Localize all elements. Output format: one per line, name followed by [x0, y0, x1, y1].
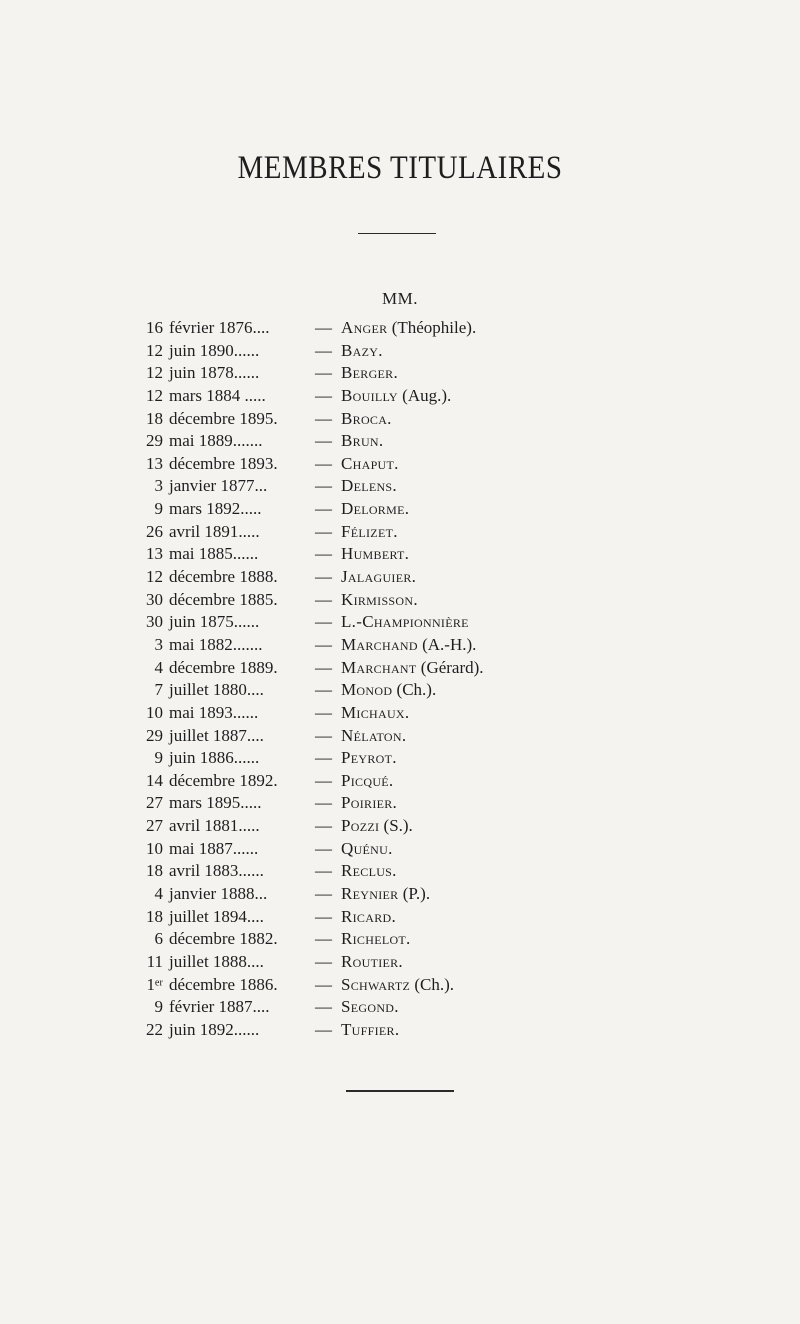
admission-day: 10	[146, 702, 163, 722]
member-row	[0, 792, 800, 815]
admission-day: 18	[146, 408, 163, 428]
member-name	[341, 1019, 399, 1042]
members-subheading: MM.	[382, 289, 418, 308]
separator-dash: —	[315, 770, 332, 790]
member-surname: Michaux.	[341, 702, 410, 722]
admission-date: décembre 1889.	[169, 657, 278, 677]
admission-day: 3	[154, 476, 163, 496]
separator-dash: —	[315, 906, 332, 926]
member-name	[341, 589, 418, 612]
member-row	[0, 611, 800, 634]
member-row	[0, 928, 800, 951]
separator-dash: —	[315, 702, 332, 722]
separator-dash: —	[315, 748, 332, 768]
member-row	[0, 702, 800, 725]
separator-dash: —	[315, 884, 332, 904]
member-name	[341, 385, 451, 408]
separator-dash: —	[315, 318, 332, 337]
member-name	[341, 996, 399, 1019]
admission-date: mai 1885......	[169, 544, 259, 564]
admission-date: juillet 1880....	[169, 680, 264, 700]
separator-dash: —	[315, 567, 332, 587]
member-row	[0, 679, 800, 702]
member-name	[341, 906, 396, 929]
member-surname: Marchand	[341, 634, 418, 654]
separator-dash: —	[315, 340, 332, 360]
member-row	[0, 430, 800, 453]
admission-date: juillet 1887....	[169, 725, 264, 745]
member-name	[341, 634, 476, 657]
admission-day: 22	[146, 1019, 163, 1039]
separator-dash: —	[315, 589, 332, 609]
member-surname: Segond.	[341, 997, 399, 1017]
member-name	[341, 498, 409, 521]
separator-dash: —	[315, 453, 332, 473]
member-initials: (Gérard).	[416, 657, 484, 677]
member-surname: Richelot.	[341, 929, 411, 949]
admission-date: juin 1890......	[169, 340, 260, 360]
admission-day: 13	[146, 453, 163, 473]
admission-date: mai 1887......	[169, 838, 259, 858]
member-name	[341, 475, 397, 498]
separator-dash: —	[315, 612, 332, 632]
member-name	[341, 792, 397, 815]
member-list	[0, 317, 800, 1042]
member-surname: Routier.	[341, 951, 403, 971]
admission-day: 10	[146, 838, 163, 858]
member-surname: Brun.	[341, 431, 384, 451]
admission-day: 30	[146, 612, 163, 632]
member-name	[341, 611, 469, 634]
member-initials: (A.-H.).	[417, 634, 477, 654]
admission-date: décembre 1892.	[169, 770, 278, 790]
member-surname: Broca.	[341, 408, 392, 428]
member-initials: (Théophile).	[387, 318, 477, 337]
separator-dash: —	[315, 408, 332, 428]
member-row	[0, 815, 800, 838]
admission-date: juillet 1888....	[169, 951, 264, 971]
admission-day: 29	[146, 725, 163, 745]
admission-date: décembre 1886.	[169, 974, 278, 994]
admission-day: 7	[154, 680, 163, 700]
member-surname: Kirmisson.	[341, 589, 418, 609]
member-surname: Pozzi	[341, 816, 380, 836]
member-row	[0, 385, 800, 408]
admission-date: juin 1886......	[169, 748, 260, 768]
admission-date: juillet 1894....	[169, 906, 264, 926]
member-surname: Delens.	[341, 476, 397, 496]
member-surname: Chaput.	[341, 453, 399, 473]
separator-dash: —	[315, 657, 332, 677]
member-surname: Nélaton.	[341, 725, 407, 745]
member-surname: Tuffier.	[341, 1019, 400, 1039]
member-initials: (Aug.).	[397, 385, 452, 405]
separator-dash: —	[315, 838, 332, 858]
member-row	[0, 475, 800, 498]
admission-date: décembre 1888.	[169, 567, 278, 587]
separator-dash: —	[315, 997, 332, 1017]
member-row	[0, 657, 800, 680]
separator-dash: —	[315, 499, 332, 519]
admission-date: juin 1878......	[169, 363, 260, 383]
admission-day: 1ᵉʳ	[146, 974, 163, 994]
member-row	[0, 317, 800, 340]
admission-date: mai 1889.......	[169, 431, 263, 451]
member-name	[341, 838, 393, 861]
member-surname: Bazy.	[341, 340, 383, 360]
admission-day: 14	[146, 770, 163, 790]
admission-day: 13	[146, 544, 163, 564]
member-row	[0, 883, 800, 906]
member-name	[341, 362, 398, 385]
separator-dash: —	[315, 363, 332, 383]
admission-day: 29	[146, 431, 163, 451]
member-surname: Schwartz	[341, 974, 411, 994]
member-name	[341, 430, 383, 453]
member-row	[0, 362, 800, 385]
admission-date: avril 1883......	[169, 861, 264, 881]
member-name	[341, 340, 383, 363]
bottom-divider	[346, 1090, 454, 1092]
admission-date: décembre 1885.	[169, 589, 278, 609]
member-surname: Berger.	[341, 363, 399, 383]
admission-date: avril 1891.....	[169, 521, 260, 541]
admission-date: décembre 1882.	[169, 929, 278, 949]
admission-date: février 1887....	[169, 997, 270, 1017]
member-row	[0, 860, 800, 883]
title-divider	[358, 233, 436, 234]
member-name	[341, 679, 436, 702]
member-name	[341, 951, 403, 974]
member-name	[341, 815, 413, 838]
admission-day: 4	[154, 884, 163, 904]
admission-date: décembre 1893.	[169, 453, 278, 473]
member-initials: (S.).	[379, 816, 413, 836]
separator-dash: —	[315, 544, 332, 564]
member-surname: Jalaguier.	[341, 567, 417, 587]
member-surname: L.-Championnière	[341, 612, 469, 632]
separator-dash: —	[315, 521, 332, 541]
member-name	[341, 702, 409, 725]
admission-day: 26	[146, 521, 163, 541]
member-row	[0, 521, 800, 544]
admission-day: 9	[154, 997, 163, 1017]
member-row	[0, 589, 800, 612]
separator-dash: —	[315, 476, 332, 496]
admission-day: 9	[154, 748, 163, 768]
member-row	[0, 725, 800, 748]
member-row	[0, 498, 800, 521]
admission-day: 27	[146, 793, 163, 813]
admission-date: janvier 1877...	[169, 476, 268, 496]
separator-dash: —	[315, 861, 332, 881]
member-initials: (Ch.).	[392, 680, 437, 700]
member-surname: Marchant	[341, 657, 417, 677]
member-row	[0, 566, 800, 589]
member-row	[0, 770, 800, 793]
admission-day: 30	[146, 589, 163, 609]
member-name	[341, 566, 416, 589]
separator-dash: —	[315, 816, 332, 836]
admission-date: avril 1881.....	[169, 816, 260, 836]
member-surname: Bouilly	[341, 385, 398, 405]
member-name	[341, 521, 398, 544]
member-surname: Picqué.	[341, 770, 394, 790]
member-row	[0, 838, 800, 861]
member-name	[341, 883, 430, 906]
page-title: MEMBRES TITULAIRES	[237, 150, 563, 186]
separator-dash: —	[315, 929, 332, 949]
member-initials: (Ch.).	[410, 974, 455, 994]
admission-day: 9	[154, 499, 163, 519]
admission-day: 12	[146, 385, 163, 405]
admission-day: 27	[146, 816, 163, 836]
admission-date: mars 1895.....	[169, 793, 262, 813]
member-row	[0, 951, 800, 974]
member-name	[341, 860, 397, 883]
member-name	[341, 657, 484, 680]
member-row	[0, 974, 800, 997]
admission-day: 12	[146, 340, 163, 360]
member-surname: Ricard.	[341, 906, 397, 926]
member-surname: Reclus.	[341, 861, 397, 881]
admission-date: mars 1892.....	[169, 499, 262, 519]
separator-dash: —	[315, 793, 332, 813]
admission-date: mars 1884 .....	[169, 385, 266, 405]
admission-day: 4	[154, 657, 163, 677]
admission-date: décembre 1895.	[169, 408, 278, 428]
admission-date: mai 1882.......	[169, 634, 263, 654]
admission-day: 12	[146, 363, 163, 383]
member-name	[341, 974, 454, 997]
separator-dash: —	[315, 680, 332, 700]
member-surname: Delorme.	[341, 499, 410, 519]
admission-date: juin 1875......	[169, 612, 260, 632]
admission-day: 18	[146, 861, 163, 881]
admission-day: 18	[146, 906, 163, 926]
member-surname: Humbert.	[341, 544, 410, 564]
admission-date: janvier 1888...	[169, 884, 268, 904]
member-name	[341, 317, 476, 340]
member-row	[0, 906, 800, 929]
member-row	[0, 634, 800, 657]
admission-date: mai 1893......	[169, 702, 259, 722]
member-name	[341, 928, 411, 951]
member-row	[0, 340, 800, 363]
separator-dash: —	[315, 431, 332, 451]
member-name	[341, 408, 392, 431]
member-surname: Poirier.	[341, 793, 398, 813]
member-surname: Félizet.	[341, 521, 398, 541]
member-surname: Quénu.	[341, 838, 393, 858]
separator-dash: —	[315, 634, 332, 654]
member-name	[341, 725, 406, 748]
admission-day: 11	[146, 951, 163, 971]
admission-day: 16	[146, 318, 163, 337]
member-row	[0, 453, 800, 476]
member-row	[0, 996, 800, 1019]
member-row	[0, 543, 800, 566]
member-name	[341, 453, 399, 476]
separator-dash: —	[315, 974, 332, 994]
separator-dash: —	[315, 1019, 332, 1039]
admission-date: février 1876....	[169, 318, 270, 337]
member-name	[341, 770, 393, 793]
member-surname: Reynier	[341, 884, 399, 904]
member-row	[0, 1019, 800, 1042]
member-name	[341, 543, 409, 566]
member-row	[0, 747, 800, 770]
admission-day: 12	[146, 567, 163, 587]
member-surname: Anger	[341, 318, 388, 337]
separator-dash: —	[315, 725, 332, 745]
separator-dash: —	[315, 951, 332, 971]
member-surname: Monod	[341, 680, 393, 700]
admission-date: juin 1892......	[169, 1019, 260, 1039]
member-surname: Peyrot.	[341, 748, 397, 768]
member-initials: (P.).	[398, 884, 431, 904]
member-row	[0, 408, 800, 431]
member-name	[341, 747, 397, 770]
separator-dash: —	[315, 385, 332, 405]
admission-day: 6	[154, 929, 163, 949]
admission-day: 3	[154, 634, 163, 654]
